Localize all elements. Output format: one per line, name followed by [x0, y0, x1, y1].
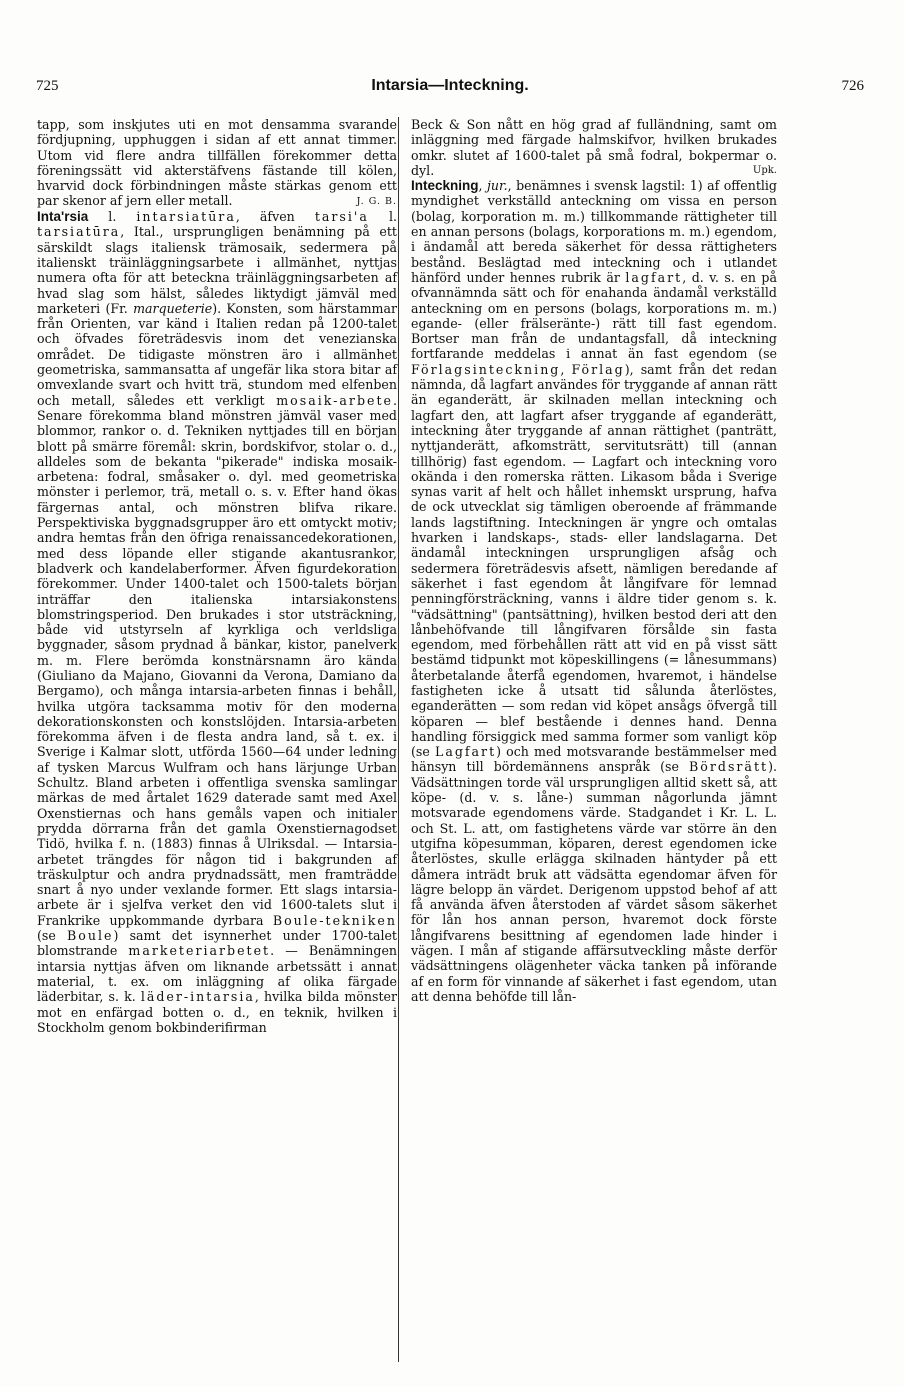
entry-intarsia — [37, 209, 397, 1035]
text-run: , — [478, 178, 487, 194]
text-run: l. — [368, 209, 397, 225]
page-number-left: 725 — [36, 78, 59, 94]
paragraph-text: Beck & Son nått en hög grad af fulländning, samt om inläggning med färgade halmskifvor, hvilken brukades omkr. slutet af 1600-talet på små fodral, bokpermar o. dyl. — [411, 117, 777, 178]
text-run: . — Benämningen intarsia nyttjas äfven om liknande arbetssätt i annat material, t. ex. om inläggning af olika färgade läderbitar, s. k. — [37, 943, 398, 1005]
text-run: . Senare förekomma bland mönstren jämväl vaser med blommor, rankor o. d. Tekniken nyttjades till en början blott på smärre föremål: skrin, bordskifvor, stolar o. d., alldeles som de bekanta "pikerade" indiska mosaik-arbetena: fodral, småsaker o. dyl. med geometriska mönster i perlemor, trä, metall o. s. v. Efter hand ökas färgernas antal, och mönstren blifva rikare. Perspektiviska byggnadsgrupper äro ett omtyckt motiv; andra hemtas från den öfriga renaissancedekorationen, med dess löpande eller stigande akantusrankor, bladverk och kandelaberformer. Äfven figurdekoration förekommer. Under 1400-talet och 1500-talets början inträffar den italienska intarsiakonstens blomstringsperiod. Den brukades i stor utsträckning, både vid utstyrseln af kyrkliga och verldsliga byggnader, såsom prydnad å bänkar, kistor, panelverk m. m. Flere berömda konstnärsnamn äro kända (Giuliano da Majano, Giovanni da Verona, Damiano da Bergamo), och många intarsia-arbeten finnas i behåll, hvilka utgöra tacksamma motiv för den moderna dekorationskonsten och konstslöjden. Intarsia-arbeten förekomma äfven i de flesta andra land, så t. ex. i Sverige i Kalmar slott, utförda 1560—64 under ledning af tysken Marcus Wulfram och hans lärjunge Urban Schultz. Bland arbeten i offentliga svenska samlingar märkas de med årtalet 1629 daterade samt med Axel Oxenstiernas och hans gemåls vapen och initialer prydda dörrarna från det gamla Oxenstiernagodset Tidö, hvilka f. n. (1883) finnas å Ulriksdal. — Intarsia-arbetet trängdes för någon tid i bakgrunden af träskulptur och andra prydnadssätt, men framträdde snart å nyo under vexlande former. Ett slags intarsia-arbete är i sjelfva verket den vid 1600-talets slut i Frankrike uppkommande dyrbara — [37, 392, 397, 928]
cross-reference: Förlag — [571, 361, 625, 377]
entry-headword: Inteckning — [411, 178, 479, 194]
running-header — [36, 78, 864, 102]
entry-inteckning — [411, 178, 777, 1004]
text-run: ) och med motsvarande bestämmelser med hänsyn till bördemännens anspråk (se — [411, 744, 777, 775]
paragraph-text: tapp, som inskjutes uti en mot densamma svarande fördjupning, upphuggen i sidan af ett annat timmer. Utom vid flere andra tillfällen förekommer detta föreningssätt vid akterstäfvens fästande till kölen, hvarvid dock förbindningen måste stärkas genom ett par skenor af jern eller metall. — [37, 117, 397, 209]
cross-reference: Förlagsinteckning — [411, 361, 561, 377]
spaced-term: intarsiatūra — [136, 209, 236, 225]
text-run: ) samt det isynnerhet under 1700-talet blomstrande — [37, 928, 397, 959]
text-run: ), samt från det redan nämnda, då lagfart användes för tryggande af annan rätt än eganderätt, är skilnaden mellan inteckning och lagfart den, att lagfart afser tryggande af eganderätt, inteckning åter tryggande af annan rättighet (panträtt, nyttjanderätt, afkomsträtt, servitutsrätt) till (annan tillhörig) fast egendom. — Lagfart och inteckning voro okända i den romerska rätten. Likasom båda i Sverige synas varit af helt och hållet inhemskt ursprung, hafva de ock utvecklat sig tämligen oberoende af främmande lands lagstiftning. Inteckningen är yngre och omtalas hvarken i landskaps-, stads- eller landslagarna. Det ändamål inteckningen ursprungligen afsåg och sedermera företrädesvis afsett, nämligen beredande af säkerhet i fast egendom åt långifvare för lemnad penningförsträckning, vanns i äldre tider genom s. k. "vädsättning" (pantsättning), hvilken bestod deri att den lånbehöfvande till långifvaren försålde sin fasta egendom, med förbehållen rätt att vid en på visst sätt bestämd tidpunkt mot köpeskillingens (= lånesummans) återbetalande återfå egendomen, hvaremot, i händelse fastigheten icke å utsatt tid sålunda återlöstes, eganderätten — som redan vid köpet ansågs öfvergå till köparen — blef bestående i dennes hand. Denna handling försiggick med samma former som vanligt köp (se — [411, 361, 777, 760]
spaced-term: Boule-tekniken — [272, 912, 397, 928]
spaced-term: läder-intarsia — [140, 989, 255, 1005]
text-run: ). Konsten, som härstammar från Orienten, var känd i Italien redan på 1200-talet och öfvades företrädesvis inom det venezianska området. De tidigaste mönstren äro i allmänhet geometriska, sammansatta af ungefär lika stora bitar af omvexlande svart och hvitt trä, stundom med elfenben och metall, således ett verkligt — [37, 300, 397, 408]
text-run: (se — [37, 928, 68, 944]
text-run: , — [560, 361, 572, 377]
text-run: , d. v. s. en på ofvannämnda sätt och för enahanda ändamål verkställd anteckning om en persons (bolags, korporations m. m.) egande- (eller frälseränte-) rätt till fast egendom. Bortser man från de undantagsfall, då inteckning fortfarande meddelas i annat än fast egendom (se — [411, 269, 778, 362]
running-title: Intarsia—Inteckning. — [371, 77, 529, 94]
right-column — [411, 117, 777, 1004]
text-run: , hvilka bilda mönster mot en enfärgad botten o. d., en teknik, hvilken i Stockholm genom bokbinderifirman — [37, 989, 397, 1035]
text-run: , Ital., ursprungligen benämning på ett särskildt slags italiensk trämosaik, sedermera på italienskt träinläggningsarbete i allmänhet, nyttjas numera ofta för att beteckna träinläggningsarbeten af hvad slag som hälst, således liktydigt jämväl med marketeri (Fr. — [37, 224, 397, 316]
author-signature: J. G. B. — [356, 195, 397, 207]
text-run: ). Vädsättningen torde väl ursprungligen alltid skett så, att köpe- (d. v. s. låne-) summan någorlunda jämnt motsvarade egendomens värde. Stadgandet i Kr. L. L. och St. L. att, om fastighetens värde var större än den utgifna köpesumman, köparen, derest egendomen icke återlöstes, skulle erlägga skilnaden häntyder på ett dåmera inträdt bruk att vädsätta egendomar äfven för lägre belopp än värdet. Derigenom uppstod behof af att få använda äfven återstoden af värdet såsom säkerhet för lån hos annan person, hvaremot dock förste långifvarens besittning af egendomen lade hinder i vägen. I mån af stigande affärsutveckling måste derför vädsättningens olägenheter väcka tanken på införande af en form för vinnande af säkerhet i fast egendom, utan att denna behöfde till lån- — [411, 759, 777, 1004]
spaced-term: tarsi'a — [314, 209, 369, 225]
text-run: , äfven — [235, 209, 315, 225]
column-divider — [398, 117, 399, 1362]
italic-term: marqueterie — [133, 300, 213, 316]
spaced-term: mosaik-arbete — [276, 392, 393, 408]
spaced-term: lagfart — [625, 269, 683, 285]
text-run: l. — [88, 209, 137, 225]
cross-reference: Bördsrätt — [689, 759, 769, 775]
cross-reference: Boule — [67, 928, 114, 944]
spaced-term: tarsiatūra — [37, 224, 121, 240]
left-column — [37, 117, 397, 1035]
italic-term: jur. — [486, 178, 508, 194]
entry-headword: Inta'rsia — [37, 209, 89, 225]
spaced-term: marketeriarbetet — [128, 943, 271, 959]
text-run: , benämnes i svensk lagstil: 1) af offentlig myndighet verkställd anteckning om vissa en person (bolag, korporation m. m.) tillkommande rättigheter till en annan persons (bolags, korporations m. m.) egendom, i ändamål att bereda säkerhet för dessa rättigheters bestånd. Beslägtad med inteckning och i utlandet hänförd under hennes rubrik är — [411, 178, 777, 285]
page-number-right: 726 — [841, 78, 864, 94]
author-signature: Upk. — [752, 164, 777, 176]
paragraph-continuation — [411, 117, 777, 178]
cross-reference: Lagfart — [434, 744, 497, 760]
